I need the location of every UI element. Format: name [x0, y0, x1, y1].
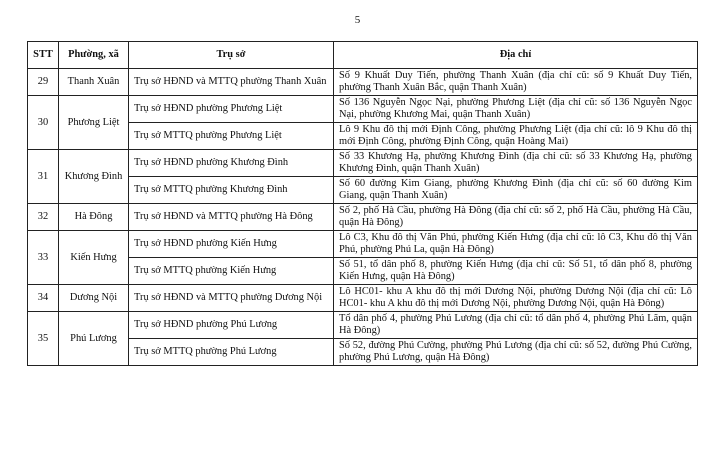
header-ward: Phường, xã — [59, 42, 129, 69]
row-office: Trụ sở HĐND và MTTQ phường Dương Nội — [129, 285, 334, 312]
row-ward: Thanh Xuân — [59, 69, 129, 96]
office-address-table — [27, 41, 698, 366]
table-row — [28, 339, 698, 366]
row-office: Trụ sở MTTQ phường Phương Liệt — [129, 123, 334, 150]
header-address: Địa chỉ — [334, 42, 698, 69]
row-stt: 35 — [28, 312, 59, 366]
row-address: Lô 9 Khu đô thị mới Định Công, phường Phương Liệt (địa chỉ cũ: lô 9 Khu đô thị mới Định Công, phường Định Công, quận Hoàng Mai) — [334, 123, 698, 150]
table-row — [28, 285, 698, 312]
row-ward: Dương Nội — [59, 285, 129, 312]
row-stt: 31 — [28, 150, 59, 204]
row-stt: 29 — [28, 69, 59, 96]
table-row — [28, 312, 698, 339]
table-row — [28, 204, 698, 231]
row-ward: Phương Liệt — [59, 96, 129, 150]
row-stt: 33 — [28, 231, 59, 285]
table-row — [28, 258, 698, 285]
row-address: Số 60 đường Kim Giang, phường Khương Đình (địa chỉ cũ: số 60 đường Kim Giang, quận Thanh Xuân) — [334, 177, 698, 204]
header-office: Trụ sở — [129, 42, 334, 69]
table-row — [28, 231, 698, 258]
row-address: Số 136 Nguyễn Ngọc Nại, phường Phương Liệt (địa chỉ cũ: số 136 Nguyễn Ngọc Nại, phường Khương Mai, quận Thanh Xuân) — [334, 96, 698, 123]
table-row — [28, 96, 698, 123]
row-ward: Hà Đông — [59, 204, 129, 231]
row-address: Tổ dân phố 4, phường Phú Lương (địa chỉ cũ: tổ dân phố 4, phường Phú Lãm, quận Hà Đông) — [334, 312, 698, 339]
row-ward: Khương Đình — [59, 150, 129, 204]
row-address: Số 33 Khương Hạ, phường Khương Đình (địa chỉ cũ: số 33 Khương Hạ, phường Khương Đình, quận Thanh Xuân) — [334, 150, 698, 177]
row-ward: Phú Lương — [59, 312, 129, 366]
row-office: Trụ sở HĐND và MTTQ phường Thanh Xuân — [129, 69, 334, 96]
row-office: Trụ sở HĐND và MTTQ phường Hà Đông — [129, 204, 334, 231]
row-ward: Kiến Hưng — [59, 231, 129, 285]
row-office: Trụ sở MTTQ phường Phú Lương — [129, 339, 334, 366]
row-address: Số 9 Khuất Duy Tiến, phường Thanh Xuân (địa chỉ cũ: số 9 Khuất Duy Tiến, phường Thanh Xuân Bắc, quận Thanh Xuân) — [334, 69, 698, 96]
row-stt: 30 — [28, 96, 59, 150]
row-address: Số 2, phố Hà Cầu, phường Hà Đông (địa chỉ cũ: số 2, phố Hà Cầu, phường Hà Cầu, quận Hà Đông) — [334, 204, 698, 231]
table-row — [28, 177, 698, 204]
row-address: Số 51, tổ dân phố 8, phường Kiến Hưng (địa chỉ cũ: Số 51, tổ dân phố 8, phường Kiến Hưng, quận Hà Đông) — [334, 258, 698, 285]
table-body — [28, 69, 698, 366]
table-row — [28, 150, 698, 177]
row-address: Số 52, đường Phú Cường, phường Phú Lương (địa chỉ cũ: số 52, đường Phú Cường, phường Phú Lương, quận Hà Đông) — [334, 339, 698, 366]
table-row — [28, 69, 698, 96]
table-row — [28, 123, 698, 150]
row-address: Lô C3, Khu đô thị Văn Phú, phường Kiến Hưng (địa chỉ cũ: lô C3, Khu đô thị Văn Phú, phường Phú La, quận Hà Đông) — [334, 231, 698, 258]
table-header-row — [28, 42, 698, 69]
header-stt: STT — [28, 42, 59, 69]
row-address: Lô HC01- khu A khu đô thị mới Dương Nội, phường Dương Nội (địa chỉ cũ: Lô HC01- khu A khu đô thị mới Dương Nội, phường Dương Nội, quận Hà Đông) — [334, 285, 698, 312]
page-number: 5 — [354, 14, 361, 26]
row-office: Trụ sở MTTQ phường Khương Đình — [129, 177, 334, 204]
row-office: Trụ sở HĐND phường Phương Liệt — [129, 96, 334, 123]
row-office: Trụ sở HĐND phường Khương Đình — [129, 150, 334, 177]
row-stt: 32 — [28, 204, 59, 231]
row-office: Trụ sở HĐND phường Kiến Hưng — [129, 231, 334, 258]
row-stt: 34 — [28, 285, 59, 312]
row-office: Trụ sở HĐND phường Phú Lương — [129, 312, 334, 339]
row-office: Trụ sở MTTQ phường Kiến Hưng — [129, 258, 334, 285]
